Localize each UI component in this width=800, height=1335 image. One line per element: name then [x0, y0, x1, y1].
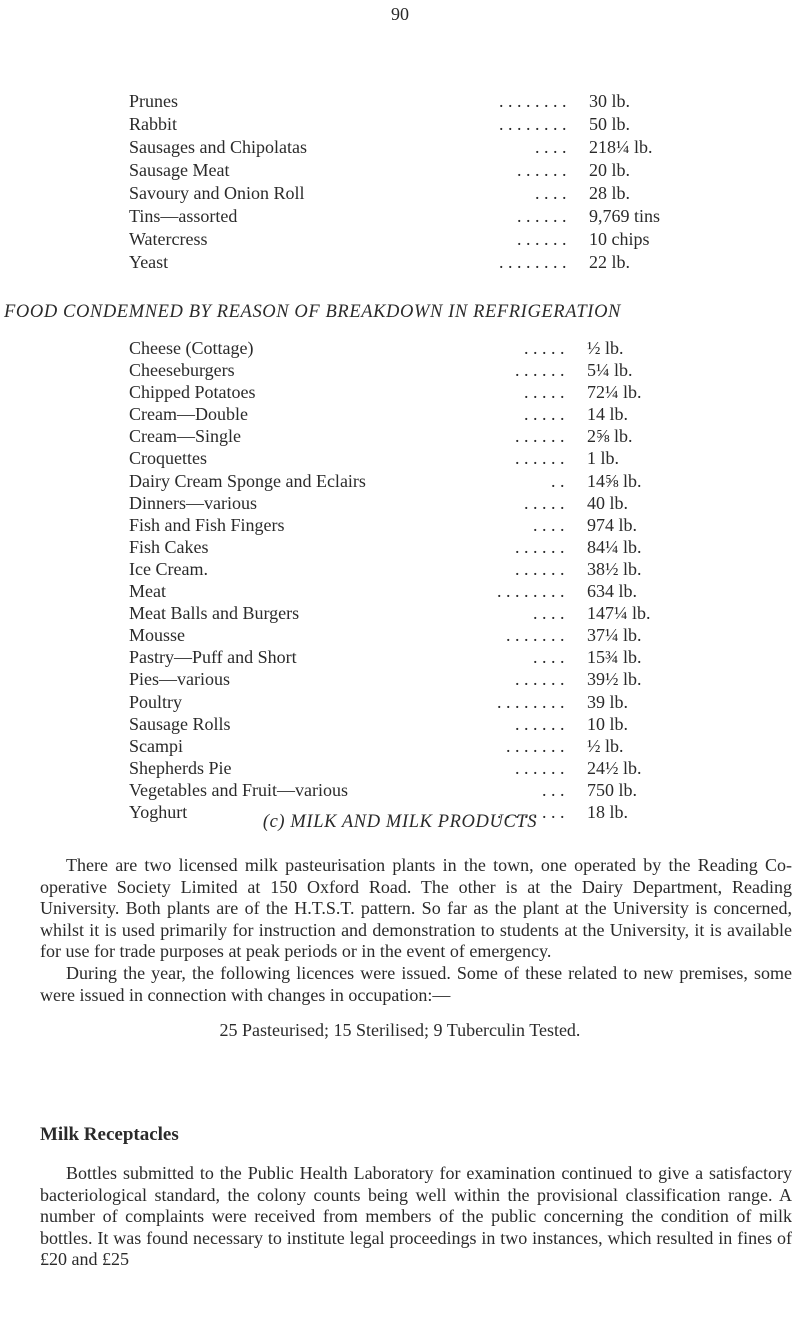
section-heading-refrigeration: FOOD CONDEMNED BY REASON OF BREAKDOWN IN REFRIGERATION — [4, 302, 621, 322]
licences-text: 25 Pasteurised; 15 Sterilised; 9 Tuberculin Tested. — [219, 1020, 581, 1040]
item-quantity: 24½ lb. — [587, 757, 642, 778]
subheading-milk-receptacles: Milk Receptacles — [40, 1124, 179, 1145]
table-row — [129, 536, 779, 558]
dot-leader: . . . . . . . — [506, 625, 565, 646]
item-label: Croquettes — [129, 448, 207, 469]
item-quantity: 39 lb. — [587, 691, 629, 712]
milk-receptacles-paragraph — [40, 1163, 792, 1271]
item-label: Fish and Fish Fingers — [129, 514, 285, 535]
table-row — [129, 691, 779, 713]
dot-leader: . . . . . . — [515, 360, 565, 381]
dot-leader: . . . . . . — [517, 160, 567, 180]
item-label: Savoury and Onion Roll — [129, 183, 305, 203]
item-quantity: 147¼ lb. — [587, 603, 651, 624]
item-quantity: 14 lb. — [587, 404, 629, 425]
item-quantity: 974 lb. — [587, 514, 638, 535]
table-row — [129, 492, 779, 514]
table-row — [129, 668, 779, 690]
item-label: Sausages and Chipolatas — [129, 137, 307, 157]
item-quantity: 72¼ lb. — [587, 382, 642, 403]
table-row — [129, 646, 779, 668]
dot-leader: . . . . . . — [515, 426, 565, 447]
item-label: Yoghurt — [129, 801, 188, 822]
item-label: Scampi — [129, 735, 183, 756]
item-label: Fish Cakes — [129, 536, 209, 557]
table-row — [129, 735, 779, 757]
item-quantity: 9,769 tins — [589, 206, 661, 226]
licences-line — [0, 1020, 800, 1042]
item-quantity: 2⅝ lb. — [587, 426, 633, 447]
dot-leader: . . . . — [533, 514, 565, 535]
item-label: Tins—assorted — [129, 206, 238, 226]
dot-leader: . . . . . — [524, 492, 565, 513]
item-quantity: 40 lb. — [587, 492, 629, 513]
table-row — [129, 136, 779, 159]
item-label: Dinners—various — [129, 492, 257, 513]
item-quantity: 84¼ lb. — [587, 536, 642, 557]
table-row — [129, 182, 779, 205]
item-quantity: 1 lb. — [587, 448, 620, 469]
dot-leader: . . . . . . . . — [497, 801, 565, 822]
item-quantity: 20 lb. — [589, 160, 631, 180]
dot-leader: . . . . . — [524, 404, 565, 425]
item-quantity: 10 lb. — [587, 713, 629, 734]
table-row — [129, 580, 779, 602]
item-label: Cream—Single — [129, 426, 241, 447]
item-quantity: 5¼ lb. — [587, 360, 633, 381]
item-quantity: 14⅝ lb. — [587, 470, 642, 491]
item-quantity: 28 lb. — [589, 183, 631, 203]
dot-leader: . . . . . . — [515, 448, 565, 469]
item-label: Ice Cream. — [129, 558, 208, 579]
dot-leader: . . . — [542, 779, 565, 800]
dot-leader: . . . . . . . . — [499, 91, 567, 111]
table-row — [129, 779, 779, 801]
dot-leader: . . . . . . — [515, 558, 565, 579]
item-quantity: ½ lb. — [587, 735, 624, 756]
paragraph-text: During the year, the following licences were issued. Some of these related to new premises, some were issued in connection with changes in occupation:— — [40, 962, 792, 1005]
item-quantity: 15¾ lb. — [587, 647, 642, 668]
item-label: Rabbit — [129, 114, 177, 134]
item-quantity: ½ lb. — [587, 338, 624, 358]
dot-leader: . . . . — [533, 603, 565, 624]
dot-leader: . . . . . . . . — [499, 252, 567, 272]
table-row — [129, 381, 779, 403]
item-label: Cheeseburgers — [129, 360, 235, 381]
dot-leader: . . . . . . — [517, 229, 567, 249]
item-quantity: 39½ lb. — [587, 669, 642, 690]
dot-leader: . . . . — [533, 647, 565, 668]
table-row — [129, 602, 779, 624]
table-row — [129, 713, 779, 735]
dot-leader: . . . . . . — [515, 536, 565, 557]
item-label: Dairy Cream Sponge and Eclairs — [129, 470, 366, 491]
item-label: Meat Balls and Burgers — [129, 603, 300, 624]
dot-leader: . . . . . . — [515, 669, 565, 690]
item-label: Poultry — [129, 691, 183, 712]
dot-leader: . . — [551, 470, 565, 491]
dot-leader: . . . . . . — [515, 713, 565, 734]
item-label: Pies—various — [129, 669, 230, 690]
paragraph-text: Bottles submitted to the Public Health Laboratory for examination continued to give a satisfactory bacteriological standard, the colony counts being well within the provisional classification range. A number of complaints were received from members of the public concerning the condition of milk bottles. It was found necessary to institute legal proceedings in two instances, which resulted in fines of £20 and £25 — [40, 1163, 792, 1270]
table-row — [129, 359, 779, 381]
dot-leader: . . . . — [535, 183, 567, 203]
item-quantity: 634 lb. — [587, 581, 638, 602]
item-label: Cream—Double — [129, 404, 248, 425]
item-label: Sausage Meat — [129, 160, 230, 180]
dot-leader: . . . . . . . . — [497, 581, 565, 602]
dot-leader: . . . . . . . . — [499, 114, 567, 134]
item-label: Chipped Potatoes — [129, 382, 256, 403]
table-row — [129, 159, 779, 182]
table-row — [129, 470, 779, 492]
item-quantity: 37¼ lb. — [587, 625, 642, 646]
dot-leader: . . . . — [535, 137, 567, 157]
dot-leader: . . . . . — [524, 338, 565, 358]
dot-leader: . . . . . . . — [506, 735, 565, 756]
table-row — [129, 337, 779, 359]
food-list-table — [129, 90, 779, 274]
paragraph-text: There are two licensed milk pasteurisation plants in the town, one operated by the Reading Co-operative Society Limited at 150 Oxford Road. The other is at the Dairy Department, Reading University. Both plants are of the H.T.S.T. pattern. So far as the plant at the University is concerned, whilst it is used primarily for instruction and demonstration to students at the University, it is available for use for trade purposes at peak periods or in the event of emergency. — [40, 855, 792, 962]
item-label: Mousse — [129, 625, 186, 646]
table-row — [129, 403, 779, 425]
section-heading-milk: (c) MILK AND MILK PRODUCTS — [262, 812, 538, 832]
table-row — [129, 90, 779, 113]
dot-leader: . . . . . . — [515, 757, 565, 778]
table-row — [129, 251, 779, 274]
item-quantity: 50 lb. — [589, 114, 631, 134]
item-label: Pastry—Puff and Short — [129, 647, 297, 668]
table-row — [129, 425, 779, 447]
item-label: Vegetables and Fruit—various — [129, 779, 348, 800]
table-row — [129, 624, 779, 646]
item-label: Watercress — [129, 229, 208, 249]
item-quantity: 218¼ lb. — [589, 137, 653, 157]
item-label: Sausage Rolls — [129, 713, 231, 734]
item-label: Prunes — [129, 91, 178, 111]
item-label: Cheese (Cottage) — [129, 338, 254, 358]
item-quantity: 38½ lb. — [587, 558, 642, 579]
page-number: 90 — [391, 4, 409, 24]
table-row — [129, 205, 779, 228]
item-quantity: 22 lb. — [589, 252, 631, 272]
milk-paragraph — [40, 855, 792, 1006]
dot-leader: . . . . . . — [517, 206, 567, 226]
item-quantity: 10 chips — [589, 229, 650, 249]
item-label: Shepherds Pie — [129, 757, 232, 778]
item-label: Meat — [129, 581, 166, 602]
table-row — [129, 558, 779, 580]
table-row — [129, 757, 779, 779]
table-row — [129, 514, 779, 536]
item-quantity: 18 lb. — [587, 801, 629, 822]
item-quantity: 750 lb. — [587, 779, 638, 800]
item-label: Yeast — [129, 252, 169, 272]
table-row — [129, 447, 779, 469]
dot-leader: . . . . . . . . — [497, 691, 565, 712]
item-quantity: 30 lb. — [589, 91, 631, 111]
table-row — [129, 113, 779, 136]
table-row — [129, 228, 779, 251]
dot-leader: . . . . . — [524, 382, 565, 403]
refrigeration-food-table — [129, 337, 779, 823]
